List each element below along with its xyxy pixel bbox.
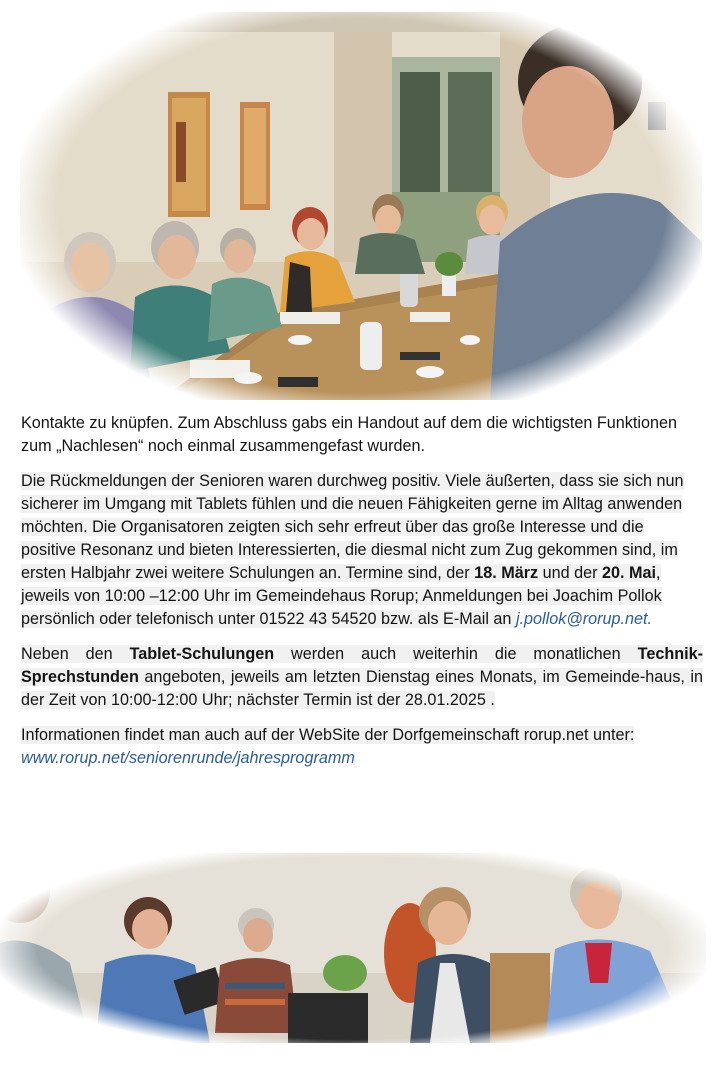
- paragraph-handout-text: Kontakte zu knüpfen. Zum Abschluss gabs ein Handout auf dem die wichtigsten Funktionen zum „Nachlesen“ noch einmal zusammengefast wurden.: [21, 414, 677, 455]
- feedback-and: und der: [538, 564, 602, 582]
- paragraph-feedback: [21, 470, 703, 631]
- info-text: Informationen findet man auch auf der WebSite der Dorfgemeinschaft rorup.net unter:: [21, 726, 635, 744]
- tech-text-start: Neben den: [21, 645, 130, 663]
- meeting-room-illustration: [20, 12, 702, 400]
- date-march: 18. März: [474, 564, 539, 582]
- paragraph-info: [21, 724, 703, 770]
- email-link[interactable]: j.pollok@rorup.net.: [515, 610, 653, 628]
- tablet-schulungen-label: Tablet-Schulungen: [129, 645, 275, 663]
- tech-text-end: angeboten, jeweils am letzten Dienstag eines Monats, im Gemeinde-haus, in der Zeit von 10:00-12:00 Uhr; nächster Termin ist der 28.01.2025 .: [21, 668, 703, 709]
- article-text: [21, 412, 703, 782]
- feedback-registration: , jeweils von 10:00 –12:00 Uhr im Gemeindehaus Rorup; Anmeldungen bei Joachim Pollok persönlich oder telefonisch unter 01522 43 54520 bzw. als E-Mail an: [21, 564, 662, 628]
- technik-sprechstunden-label: Technik-Sprechstunden: [21, 645, 703, 686]
- date-may: 20. Mai: [602, 564, 656, 582]
- seniors-tablets-illustration: [0, 853, 706, 1043]
- tech-text-middle: werden auch weiterhin die monatlichen: [274, 645, 638, 663]
- paragraph-technik-sprechstunden: [21, 643, 703, 712]
- website-link[interactable]: www.rorup.net/seniorenrunde/jahresprogramm: [21, 749, 355, 767]
- top-photo: [20, 12, 702, 400]
- bottom-photo: [0, 853, 706, 1043]
- paragraph-handout: [21, 412, 703, 458]
- feedback-text: Die Rückmeldungen der Senioren waren durchweg positiv. Viele äußerten, dass sie sich nun sicherer im Umgang mit Tablets fühlen und die neuen Fähigkeiten gerne im Alltag anwenden möchten. Die Organisatoren zeigten sich sehr erfreut über das große Interesse und die positive Resonanz und bieten Interessierten, die diesmal nicht zum Zug gekommen sind, im ersten Halbjahr zwei weitere Schulungen an. Termine sind, der: [21, 472, 684, 582]
